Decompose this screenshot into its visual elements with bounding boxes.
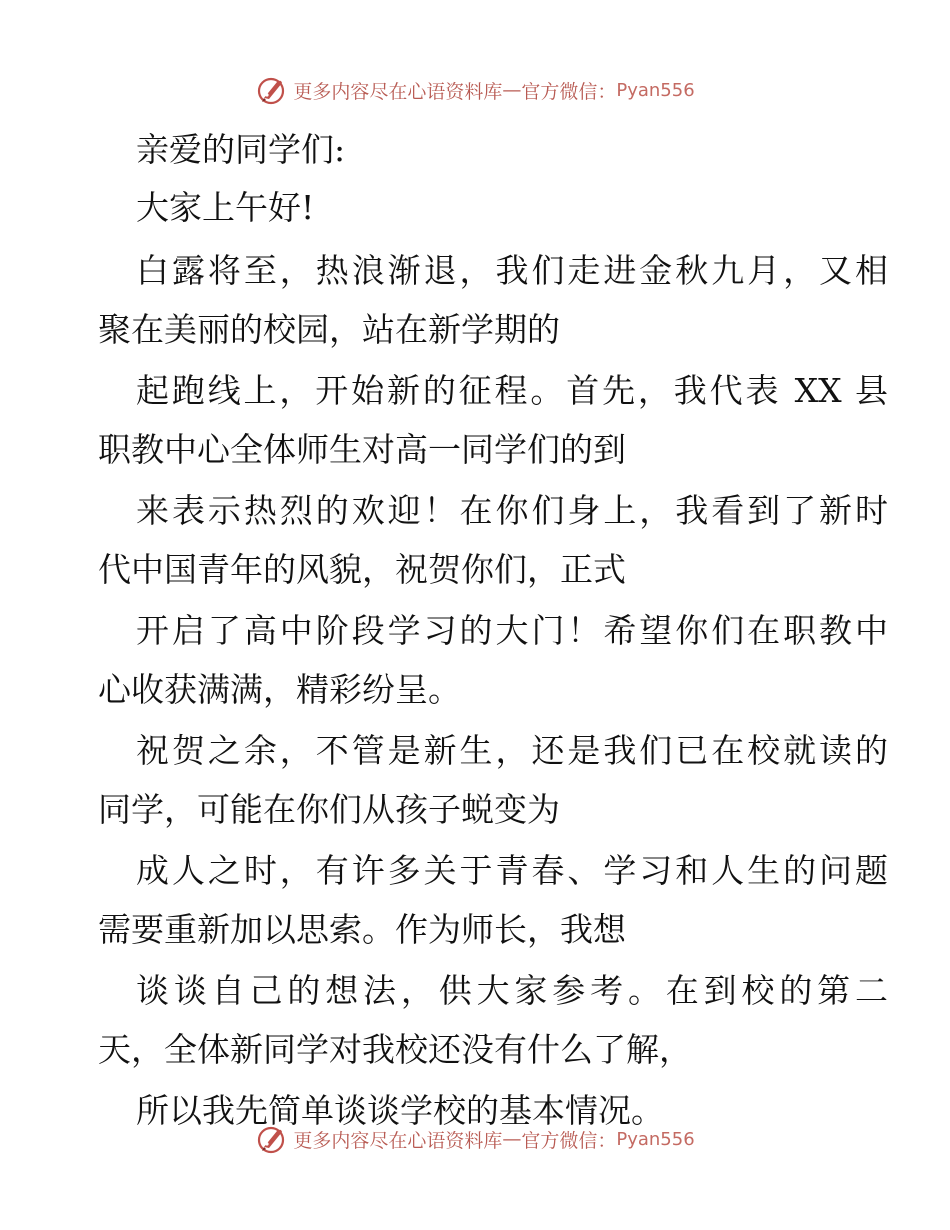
paragraph-line: 白露将至，热浪渐退，我们走进金秋九月，又相 [136, 251, 888, 290]
paragraph-line: 起跑线上，开始新的征程。首先，我代表 XX 县 [136, 371, 888, 410]
paragraph-line: 来表示热烈的欢迎！在你们身上，我看到了新时 [136, 491, 888, 530]
paragraph-line: 天，全体新同学对我校还没有什么了解， [98, 1030, 692, 1069]
header-wechat-label: 官方微信： [521, 80, 617, 103]
header-separator: — [502, 79, 522, 101]
footer-separator: — [502, 1128, 522, 1150]
paragraph-line: 心收获满满，精彩纷呈。 [98, 670, 461, 709]
paragraph-line: 所以我先简单谈谈学校的基本情况。 [136, 1091, 664, 1130]
header-text: 更多内容尽在心语资料库 [293, 80, 503, 103]
document-body [98, 121, 888, 1141]
header-watermark-top [0, 70, 950, 110]
paragraph-line: 谈谈自己的想法，供大家参考。在到校的第二 [136, 971, 888, 1010]
footer-text: 更多内容尽在心语资料库 [293, 1129, 503, 1152]
header-watermark-bottom [0, 1119, 950, 1159]
quill-pen-icon [255, 74, 287, 106]
footer-wechat-label: 官方微信： [521, 1129, 617, 1152]
paragraph-line: 代中国青年的风貌，祝贺你们，正式 [98, 550, 626, 589]
greeting-line: 大家上午好! [136, 188, 315, 227]
paragraph-line: 职教中心全体师生对高一同学们的到 [98, 430, 626, 469]
salutation-line: 亲爱的同学们: [136, 130, 346, 169]
paragraph-line: 开启了高中阶段学习的大门！希望你们在职教中 [136, 611, 888, 650]
quill-pen-icon [255, 1123, 287, 1155]
footer-wechat-id: Pyan556 [616, 1128, 695, 1150]
header-wechat-id: Pyan556 [616, 79, 695, 101]
paragraph-line: 祝贺之余，不管是新生，还是我们已在校就读的 [136, 731, 888, 770]
paragraph-line: 聚在美丽的校园，站在新学期的 [98, 310, 560, 349]
paragraph-line: 同学，可能在你们从孩子蜕变为 [98, 790, 560, 829]
paragraph-line: 需要重新加以思索。作为师长，我想 [98, 910, 626, 949]
paragraph-line: 成人之时，有许多关于青春、学习和人生的问题 [136, 851, 888, 890]
